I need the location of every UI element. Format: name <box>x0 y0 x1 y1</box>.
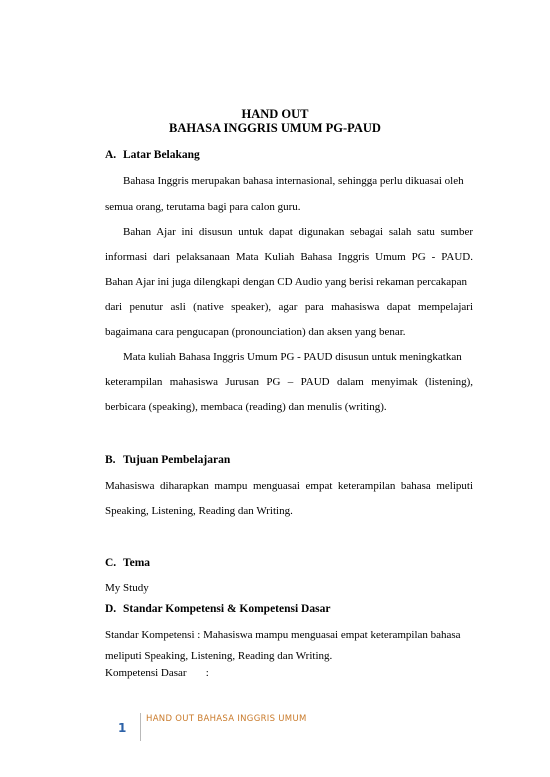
section-c-letter: C. <box>105 557 117 569</box>
page-number: 1 <box>118 721 127 735</box>
section-a-line-6: dari penutur asli (native speaker), agar para mahasiswa dapat mempelajari <box>105 301 473 313</box>
section-a-title: Latar Belakang <box>123 149 200 161</box>
doc-title-line1: HAND OUT <box>241 107 309 121</box>
doc-title-line2: BAHASA INGGRIS UMUM PG-PAUD <box>169 121 381 135</box>
section-d-line-2: meliputi Speaking, Listening, Reading dan Writing. <box>105 650 333 662</box>
section-a-letter: A. <box>105 149 117 161</box>
section-d-letter: D. <box>105 603 117 615</box>
section-b-heading <box>105 454 230 466</box>
section-c-heading <box>105 557 150 569</box>
section-a-line-2: semua orang, terutama bagi para calon guru. <box>105 201 301 213</box>
section-d-heading <box>105 603 330 615</box>
section-d-title: Standar Kompetensi & Kompetensi Dasar <box>123 603 331 615</box>
section-a-line-10: berbicara (speaking), membaca (reading) dan menulis (writing). <box>105 401 387 413</box>
section-b-letter: B. <box>105 454 116 466</box>
section-a-line-9: keterampilan mahasiswa Jurusan PG – PAUD dalam menyimak (listening), <box>105 376 473 388</box>
section-a-line-1: Bahasa Inggris merupakan bahasa internasional, sehingga perlu dikuasai oleh <box>123 175 464 187</box>
section-d-line-3: Kompetensi Dasar : <box>105 667 209 679</box>
section-a-line-5: Bahan Ajar ini juga dilengkapi dengan CD Audio yang berisi rekaman percakapan <box>105 276 467 288</box>
section-b-title: Tujuan Pembelajaran <box>123 454 231 466</box>
section-a-line-7: bagaimana cara pengucapan (pronounciation) dan aksen yang benar. <box>105 326 406 338</box>
section-d-line-1: Standar Kompetensi : Mahasiswa mampu menguasai empat keterampilan bahasa <box>105 629 461 641</box>
section-a-line-3: Bahan Ajar ini disusun untuk dapat digunakan sebagai salah satu sumber <box>123 226 473 238</box>
section-a-line-4: informasi dari pelaksanaan Mata Kuliah Bahasa Inggris Umum PG - PAUD. <box>105 251 473 263</box>
section-b-line-2: Speaking, Listening, Reading dan Writing. <box>105 505 293 517</box>
section-b-line-1: Mahasiswa diharapkan mampu menguasai empat keterampilan bahasa meliputi <box>105 480 473 492</box>
footer-divider <box>140 713 141 741</box>
section-a-line-8: Mata kuliah Bahasa Inggris Umum PG - PAUD disusun untuk meningkatkan <box>123 351 462 363</box>
section-c-text: My Study <box>105 582 149 594</box>
section-c-title: Tema <box>123 557 151 569</box>
section-a-heading <box>105 149 200 161</box>
footer-text: HAND OUT BAHASA INGGRIS UMUM <box>146 714 307 724</box>
